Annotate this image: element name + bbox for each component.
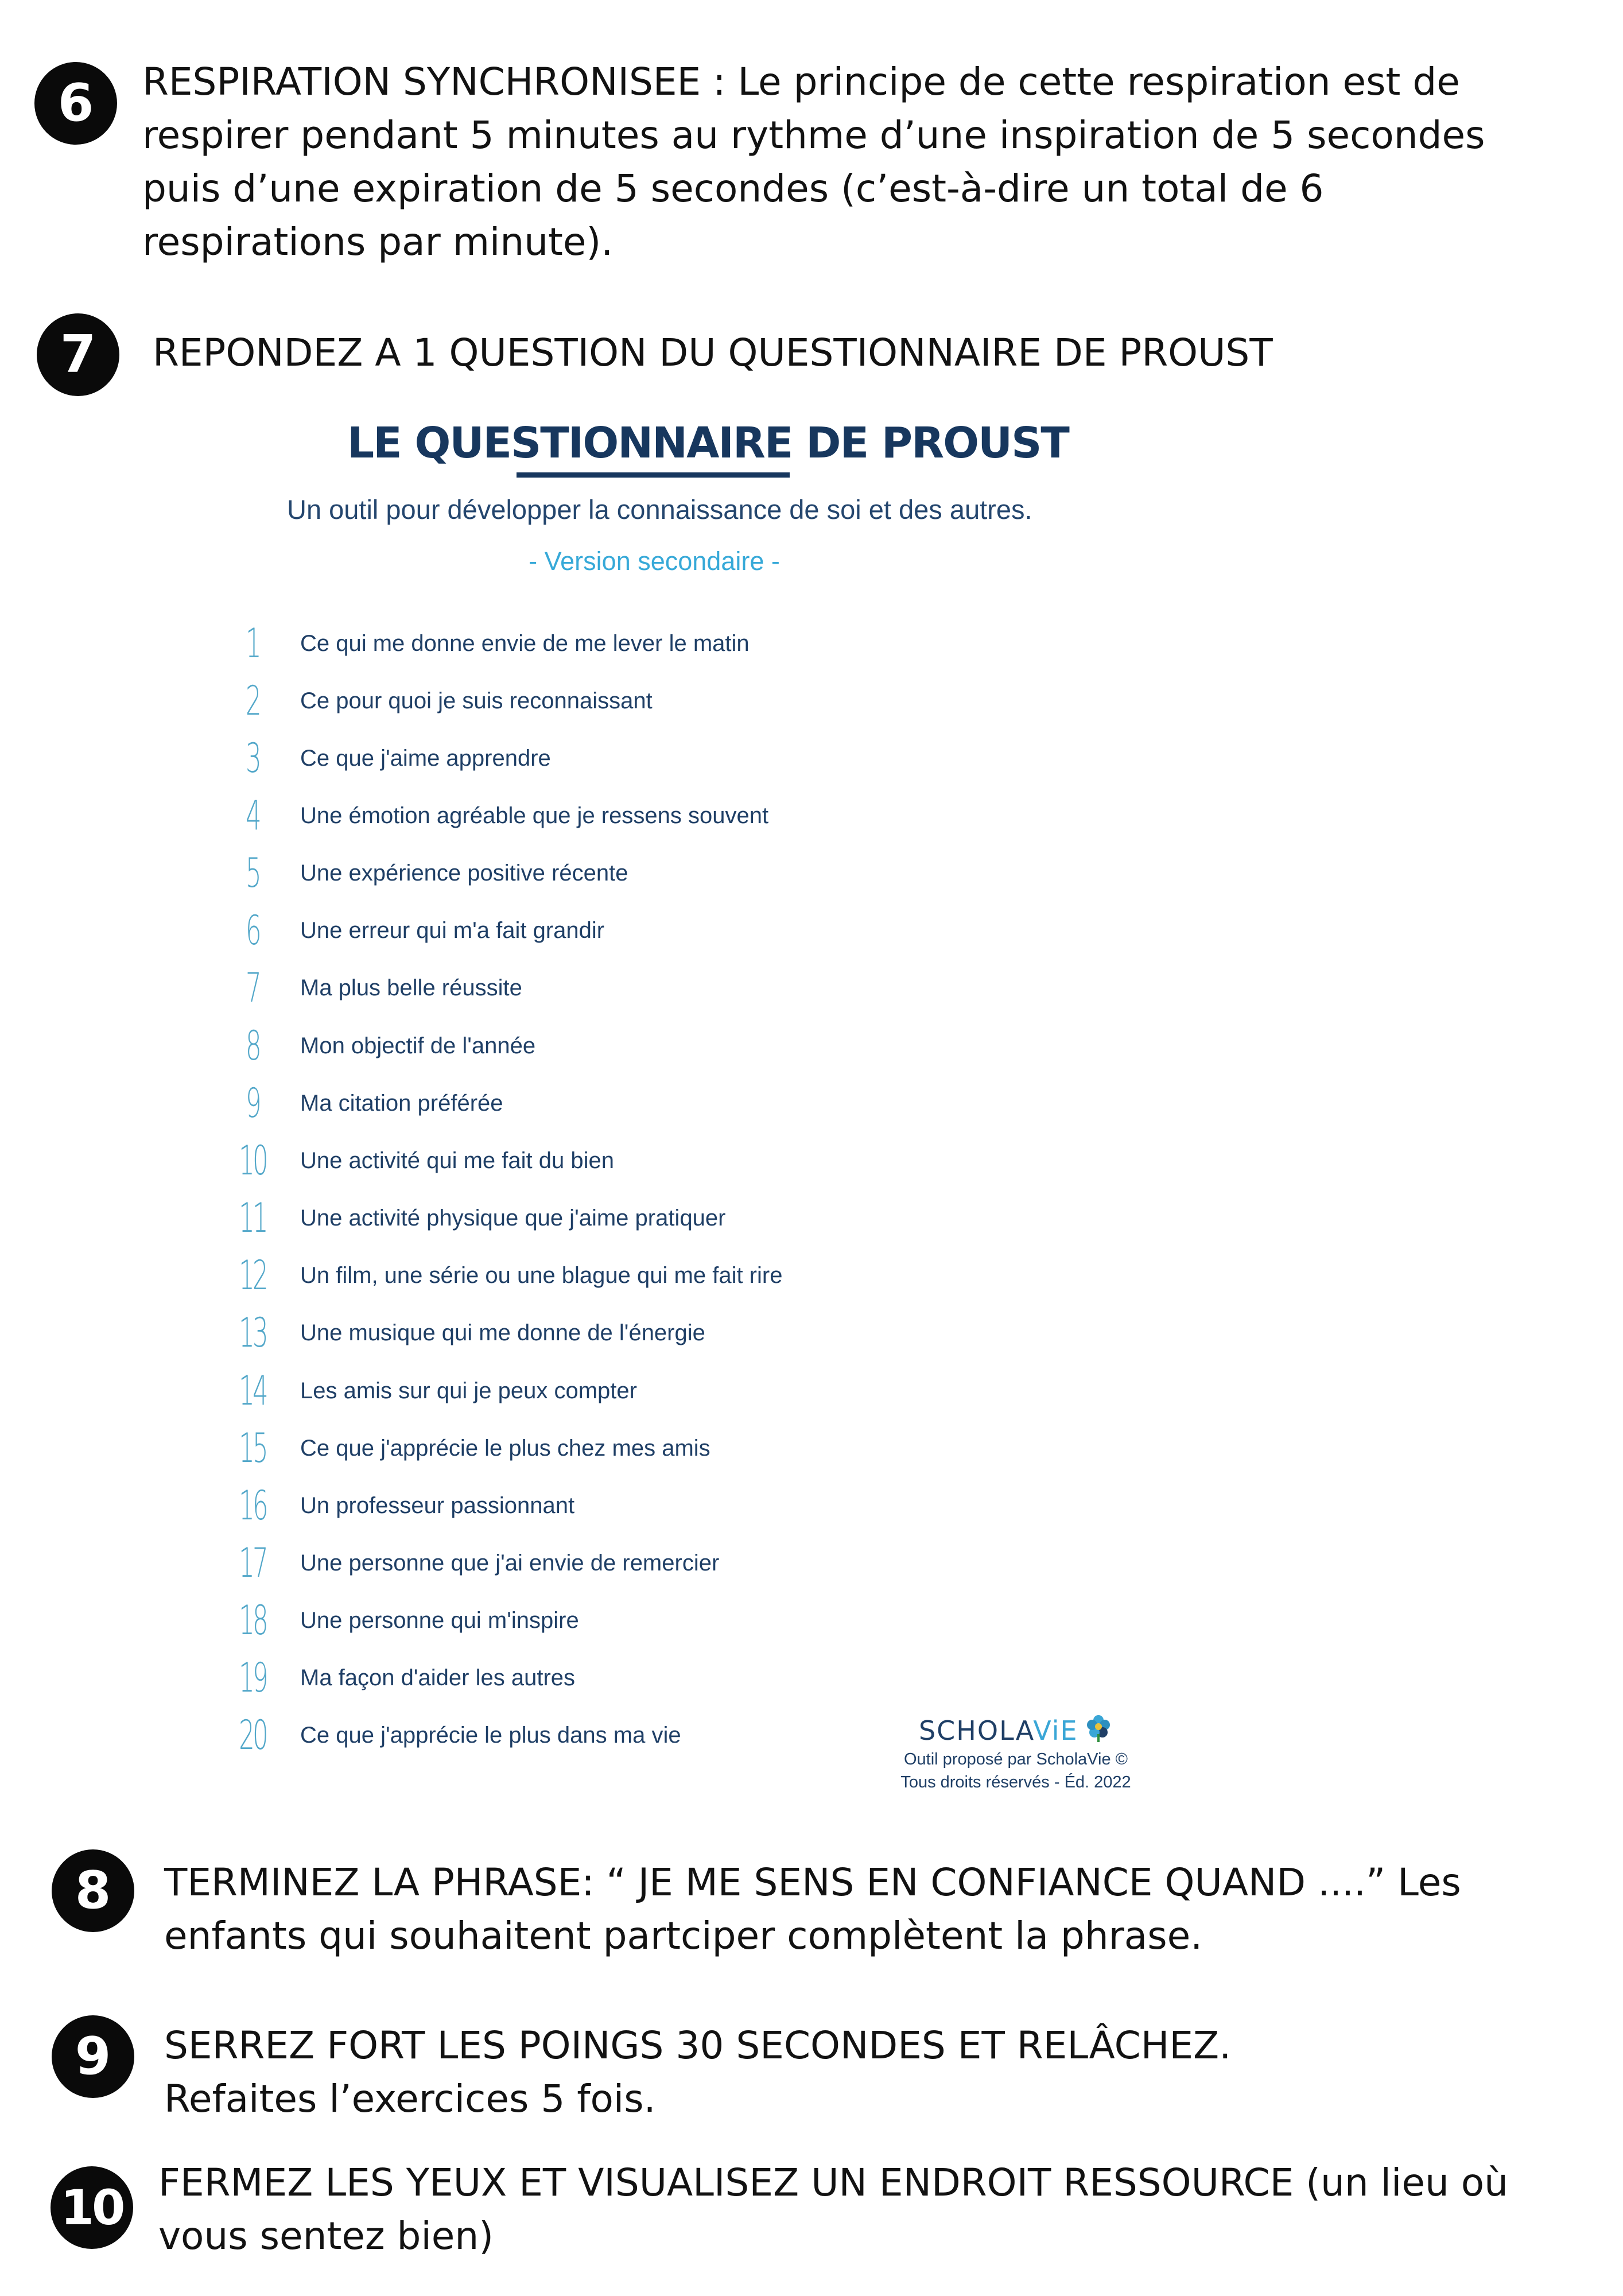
question-number: 2 [246, 677, 259, 724]
question-item [218, 1365, 1022, 1417]
question-item [218, 732, 1022, 784]
question-number: 17 [239, 1539, 266, 1587]
question-item [218, 962, 1022, 1014]
flower-icon [1084, 1713, 1113, 1742]
step-10-text [158, 2156, 1508, 2263]
question-text: Ma citation préférée [300, 1091, 503, 1116]
question-item [218, 1307, 1022, 1359]
brand-logo [884, 1713, 1148, 1748]
question-text: Une activité qui me fait du bien [300, 1148, 614, 1173]
title-underline [517, 472, 790, 478]
question-text: Ce pour quoi je suis reconnaissant [300, 688, 653, 713]
question-number: 14 [239, 1367, 266, 1414]
question-number: 4 [246, 792, 259, 839]
question-item [218, 790, 1022, 841]
brand-rights: Tous droits réservés - Éd. 2022 [900, 1773, 1131, 1791]
question-text: Une émotion agréable que je ressens souvent [300, 803, 769, 828]
question-text: Une personne qui m'inspire [300, 1608, 579, 1633]
question-text: Mon objectif de l'année [300, 1033, 536, 1058]
step-6-text [142, 55, 1485, 269]
question-number: 19 [239, 1654, 266, 1701]
question-item [218, 847, 1022, 899]
question-item [218, 1480, 1022, 1531]
question-item [218, 1020, 1022, 1072]
question-text: Une erreur qui m'a fait grandir [300, 918, 605, 943]
brand-name [919, 1713, 1078, 1748]
question-number: 18 [239, 1597, 266, 1644]
question-item [218, 1077, 1022, 1129]
brand-credit: Outil proposé par ScholaVie © [904, 1750, 1128, 1768]
question-text: Une musique qui me donne de l'énergie [300, 1320, 705, 1345]
step-6-line-3: puis d’une expiration de 5 secondes (c’est-à-dire un total de 6 [142, 166, 1324, 211]
step-number-badge-6: 6 [34, 62, 117, 145]
question-number: 1 [246, 620, 259, 667]
question-text: Un film, une série ou une blague qui me fait rire [300, 1263, 783, 1288]
questionnaire-subtitle: Un outil pour développer la connaissance de soi et des autres. [287, 494, 1032, 525]
question-text: Les amis sur qui je peux compter [300, 1378, 637, 1403]
step-7-text [153, 326, 1273, 379]
question-text: Ma plus belle réussite [300, 975, 522, 1000]
question-item [218, 1135, 1022, 1186]
step-10-line-2: vous sentez bien) [158, 2214, 494, 2258]
step-number-badge-10: 10 [51, 2166, 133, 2249]
question-number: 8 [246, 1022, 259, 1069]
questionnaire-title: LE QUESTIONNAIRE DE PROUST [347, 418, 1069, 468]
question-number: 10 [239, 1137, 266, 1184]
question-number: 3 [246, 735, 259, 782]
question-number: 13 [239, 1309, 266, 1356]
question-number: 11 [239, 1194, 266, 1242]
question-number: 6 [246, 907, 259, 954]
step-8-text [164, 1856, 1461, 1963]
question-text: Une personne que j'ai envie de remercier [300, 1550, 720, 1576]
question-item [218, 618, 1022, 669]
question-number: 20 [239, 1712, 266, 1759]
scholavie-brand [884, 1713, 1148, 1794]
question-number: 9 [246, 1080, 259, 1127]
question-item [218, 1422, 1022, 1474]
question-text: Ce que j'aime apprendre [300, 746, 551, 771]
question-number: 5 [246, 850, 259, 897]
step-number-badge-7: 7 [37, 313, 119, 396]
step-6-line-2: respirer pendant 5 minutes au rythme d’une inspiration de 5 secondes [142, 113, 1485, 157]
step-9-text [164, 2019, 1231, 2126]
question-item [218, 1192, 1022, 1244]
question-item [218, 1595, 1022, 1646]
question-text: Ma façon d'aider les autres [300, 1665, 576, 1690]
question-item [218, 905, 1022, 956]
question-text: Ce que j'apprécie le plus dans ma vie [300, 1723, 681, 1748]
brand-name-main: SCHOLA [918, 1715, 1034, 1746]
step-9-line-1: SERREZ FORT LES POINGS 30 SECONDES ET RELÂCHEZ. [164, 2023, 1232, 2068]
question-text: Une activité physique que j'aime pratiquer [300, 1205, 726, 1231]
brand-name-accent: ViE [1033, 1715, 1078, 1746]
question-number: 16 [239, 1482, 266, 1529]
question-text: Une expérience positive récente [300, 860, 628, 886]
question-item [218, 1537, 1022, 1589]
step-8-line-2: enfants qui souhaitent partciper complètent la phrase. [164, 1914, 1203, 1958]
question-text: Ce que j'apprécie le plus chez mes amis [300, 1436, 710, 1461]
step-10-line-1: FERMEZ LES YEUX ET VISUALISEZ UN ENDROIT RESSOURCE (un lieu où [158, 2161, 1508, 2205]
question-number: 12 [239, 1252, 266, 1299]
step-8-line-1: TERMINEZ LA PHRASE: “ JE ME SENS EN CONFIANCE QUAND ....” Les [164, 1860, 1461, 1905]
question-item [218, 675, 1022, 727]
step-6-line-4: respirations par minute). [142, 220, 614, 264]
questionnaire-version: - Version secondaire - [529, 546, 780, 576]
question-item [218, 1250, 1022, 1301]
question-number: 15 [239, 1425, 266, 1472]
question-number: 7 [246, 964, 259, 1011]
question-text: Ce qui me donne envie de me lever le matin [300, 631, 750, 656]
step-6-line-1: RESPIRATION SYNCHRONISEE : Le principe de cette respiration est de [142, 60, 1460, 104]
step-number-badge-9: 9 [52, 2015, 134, 2098]
step-7-line-1: REPONDEZ A 1 QUESTION DU QUESTIONNAIRE DE PROUST [153, 331, 1273, 375]
question-item [218, 1652, 1022, 1704]
question-text: Un professeur passionnant [300, 1493, 575, 1518]
step-number-badge-8: 8 [52, 1849, 134, 1932]
step-9-line-2: Refaites l’exercices 5 fois. [164, 2077, 656, 2121]
